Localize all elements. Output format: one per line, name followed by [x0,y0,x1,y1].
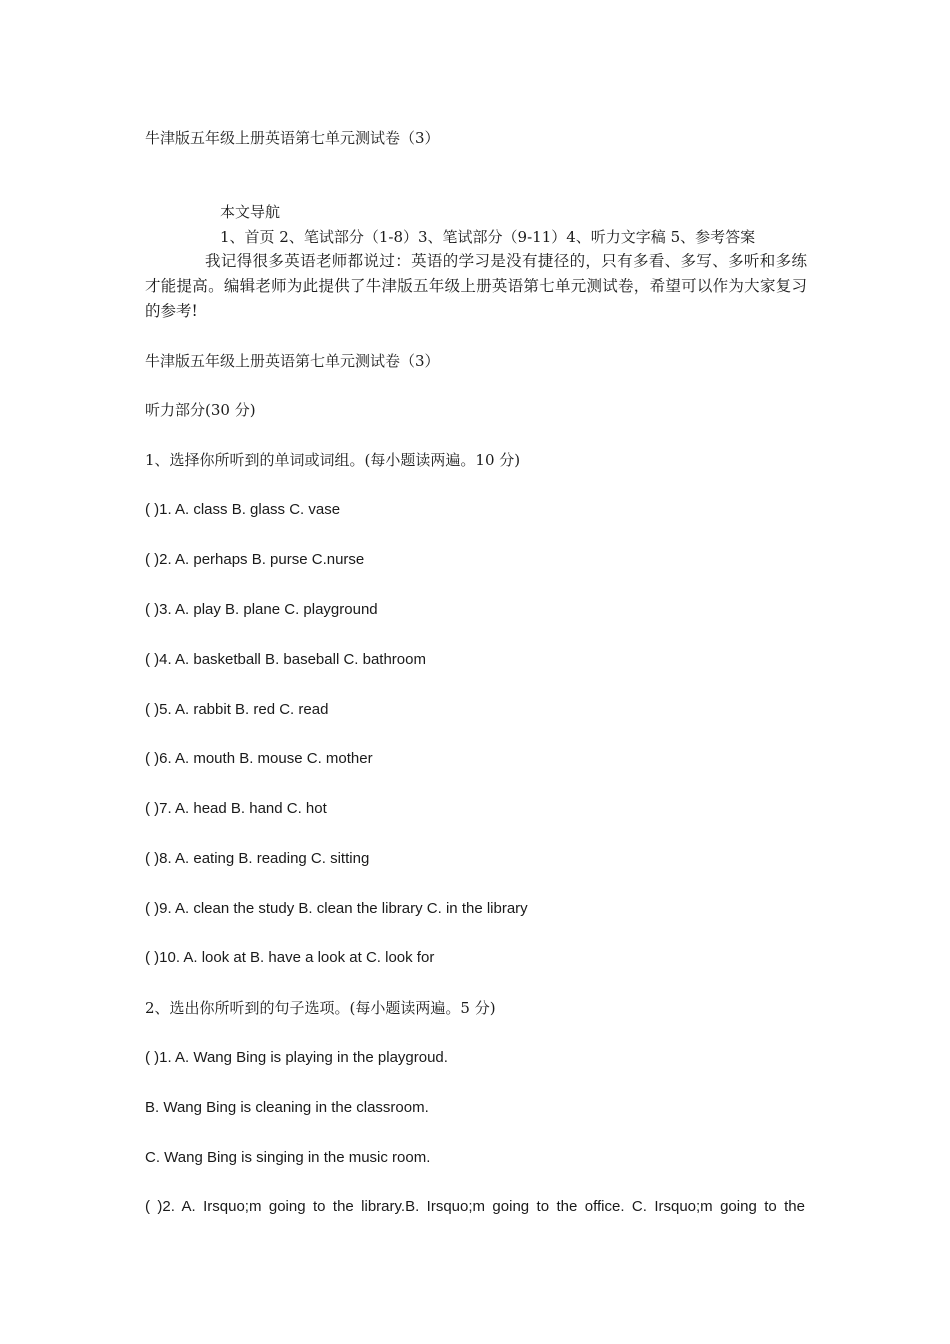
question-item: ( )4. A. basketball B. baseball C. bathroom [145,651,426,668]
question-item: ( )10. A. look at B. have a look at C. look for [145,949,435,966]
question-item: ( )5. A. rabbit B. red C. read [145,701,329,718]
question-item: ( )2. A. Irsquo;m going to the library.B. Irsquo;m going to the office. C. Irsquo;m going to the [145,1198,805,1215]
section2-heading: 2、选出你所听到的句子选项。(每小题读两遍。5 分) [145,999,496,1017]
question-item: ( )1. A. Wang Bing is playing in the playgroud. [145,1049,448,1066]
question-option: B. Wang Bing is cleaning in the classroom. [145,1099,429,1116]
question-item: ( )3. A. play B. plane C. playground [145,601,378,618]
intro-paragraph: 我记得很多英语老师都说过：英语的学习是没有捷径的，只有多看、多写、多听和多练才能提高。编辑老师为此提供了牛津版五年级上册英语第七单元测试卷，希望可以作为大家复习的参考! [145,252,807,320]
nav-items: 1、首页 2、笔试部分（1-8）3、笔试部分（9-11）4、听力文字稿 5、参考答案 [220,228,756,246]
question-option: C. Wang Bing is singing in the music room. [145,1149,431,1166]
question-item: ( )2. A. perhaps B. purse C.nurse [145,551,365,568]
question-item: ( )6. A. mouth B. mouse C. mother [145,750,373,767]
question-item: ( )7. A. head B. hand C. hot [145,800,327,817]
question-item: ( )9. A. clean the study B. clean the library C. in the library [145,900,528,917]
section1-heading: 1、选择你所听到的单词或词组。(每小题读两遍。10 分) [145,451,521,469]
listening-heading: 听力部分(30 分) [145,401,256,419]
nav-heading: 本文导航 [220,203,281,221]
question-item: ( )1. A. class B. glass C. vase [145,501,341,518]
question-item: ( )8. A. eating B. reading C. sitting [145,850,370,867]
document-title: 牛津版五年级上册英语第七单元测试卷（3） [145,129,440,147]
document-title-repeat: 牛津版五年级上册英语第七单元测试卷（3） [145,352,440,370]
